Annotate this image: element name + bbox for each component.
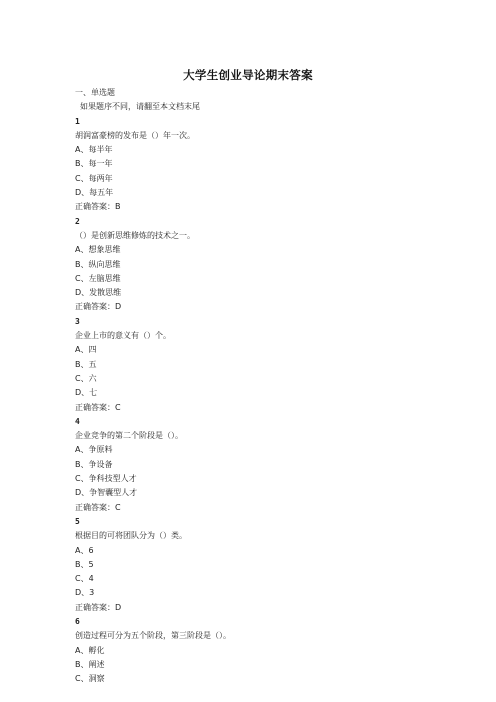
question-option: A、6 — [75, 545, 94, 555]
question-option: C、争科技型人才 — [75, 474, 137, 484]
question-option: D、发散思维 — [75, 288, 122, 298]
question-option: B、争设备 — [75, 459, 113, 469]
question-number: 5 — [75, 516, 80, 526]
question-text: （）是创新思维修炼的技术之一。 — [75, 230, 195, 240]
question-number: 6 — [75, 616, 80, 626]
document-content — [75, 86, 435, 686]
question-number: 4 — [75, 416, 80, 426]
question-block — [75, 515, 435, 615]
question-number: 3 — [75, 316, 80, 326]
question-text: 企业竞争的第二个阶段是（）。 — [75, 431, 183, 441]
question-number: 2 — [75, 216, 80, 226]
question-block — [75, 415, 435, 515]
question-option: D、每五年 — [75, 188, 114, 198]
order-note: 如果题序不同，请翻至本文档末尾 — [80, 102, 200, 112]
question-option: C、六 — [75, 373, 97, 383]
question-text: 根据目的可将团队分为（）类。 — [75, 531, 187, 541]
question-option: B、5 — [75, 559, 94, 569]
question-block — [75, 615, 435, 686]
question-option: B、纵向思维 — [75, 259, 121, 269]
question-option: C、4 — [75, 574, 94, 584]
question-option: D、争智囊型人才 — [75, 488, 138, 498]
question-option: A、每半年 — [75, 145, 113, 155]
question-block — [75, 315, 435, 415]
question-option: C、洞察 — [75, 674, 105, 684]
question-answer: 正确答案：C — [75, 502, 121, 512]
question-block — [75, 215, 435, 315]
question-option: A、想象思维 — [75, 245, 121, 255]
question-answer: 正确答案：D — [75, 602, 122, 612]
question-block — [75, 115, 435, 215]
question-option: D、3 — [75, 588, 95, 598]
question-text: 创造过程可分为五个阶段，第三阶段是（）。 — [75, 631, 231, 641]
question-option: C、每两年 — [75, 173, 113, 183]
question-answer: 正确答案：D — [75, 302, 122, 312]
question-number: 1 — [75, 116, 80, 126]
question-option: A、争原料 — [75, 445, 113, 455]
document-title: 大学生创业导论期末答案 — [183, 68, 313, 82]
question-text: 企业上市的意义有（）个。 — [75, 331, 171, 341]
question-option: B、每一年 — [75, 159, 113, 169]
question-option: A、孵化 — [75, 645, 105, 655]
question-answer: 正确答案：C — [75, 402, 121, 412]
question-option: C、左脑思维 — [75, 273, 121, 283]
question-option: B、阐述 — [75, 659, 105, 669]
section-heading: 一、单选题 — [75, 88, 115, 97]
question-option: B、五 — [75, 359, 97, 369]
question-answer: 正确答案：B — [75, 202, 121, 212]
question-option: A、四 — [75, 345, 97, 355]
question-option: D、七 — [75, 388, 98, 398]
question-text: 胡润富豪榜的发布是（）年一次。 — [75, 130, 195, 140]
